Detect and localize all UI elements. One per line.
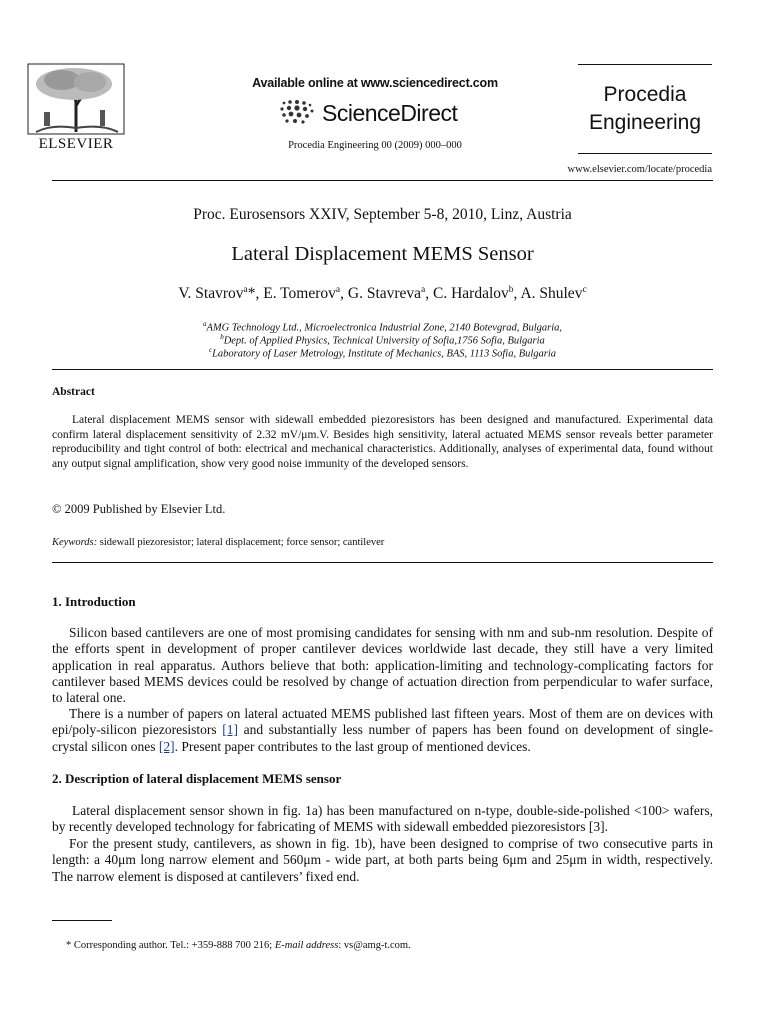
author-name: V. Stavrov <box>178 285 244 303</box>
description-paragraph-2: For the present study, cantilevers, as shown in fig. 1b), have been designed to comprise of two consecutive parts in length: a 40μm long narrow element and 560μm - wide part, at both parts being 6μm and 25μm in width, respectively. The narrow element is disposed at cantilevers’ fixed end. <box>52 836 713 884</box>
journal-name-box <box>578 64 712 154</box>
keywords-label: Keywords: <box>52 537 98 548</box>
author-name: E. Tomerov <box>263 285 336 303</box>
author-affil-mark: a <box>243 285 248 295</box>
author-separator: , <box>513 285 521 303</box>
header-divider <box>52 180 713 181</box>
intro-paragraph-2: There is a number of papers on lateral actuated MEMS published last fifteen years. Most of them are on devices with epi/poly-silicon piezoresistors [1] and substantially less number of papers has been found on development of single-crystal silicon ones [2]. Present paper contributes to the last group of mentioned devices. <box>52 706 713 754</box>
author-name: C. Hardalov <box>433 285 509 303</box>
author-separator: , <box>340 285 348 303</box>
available-online-text: Available online at www.sciencedirect.com <box>252 76 498 90</box>
intro-paragraph-1: Silicon based cantilevers are one of most promising candidates for sensing with nm and sub-nm resolution. Despite of the efforts spent in development of proper cantilever devices worldwide last decade, they still have a very limited application in real apparatus. Authors believe that both: application-limiting and technology-complicating factors for cantilever based MEMS devices could be resolved by change of actuation direction from perpendicular to wafer surface, to lateral one. <box>52 625 713 706</box>
copyright-line: © 2009 Published by Elsevier Ltd. <box>52 502 226 516</box>
journal-citation: Procedia Engineering 00 (2009) 000–000 <box>288 140 462 151</box>
abstract-bottom-divider <box>52 562 713 563</box>
abstract-top-divider <box>52 369 713 370</box>
affiliation-a: $^a$AMG Technology Ltd., Microelectronica Industrial Zone, 2140 Botevgrad, Bulgaria, <box>202 320 562 334</box>
description-paragraph-1: Lateral displacement sensor shown in fig. 1a) has been manufactured on n-type, double-side-polished <100> wafers, by recently developed technology for fabricating of MEMS with sidewall embedded piezoresistors [3]. <box>52 803 713 835</box>
reference-link-2[interactable]: [2] <box>158 738 175 754</box>
author-separator: , <box>425 285 434 303</box>
author-list <box>52 285 713 303</box>
corresponding-author-footnote: * Corresponding author. Tel.: +359-888 700 216; E-mail address: vs@amg-t.com. <box>66 940 411 951</box>
abstract-heading: Abstract <box>52 386 95 398</box>
paper-title: Lateral Displacement MEMS Sensor <box>231 243 534 265</box>
reference-link-1[interactable]: [1] <box>222 722 238 738</box>
author-name: G. Stavreva <box>347 285 422 303</box>
author-affil-mark: b <box>508 285 514 295</box>
author-affil-mark: c <box>582 285 587 295</box>
conference-line: Proc. Eurosensors XXIV, September 5-8, 2010, Linz, Austria <box>193 206 572 223</box>
journal-name-line1: Procedia <box>603 83 687 106</box>
section-heading-introduction: 1. Introduction <box>52 594 136 609</box>
author-name: A. Shulev <box>520 285 583 303</box>
sciencedirect-wordmark: ScienceDirect <box>322 99 458 126</box>
elsevier-logo <box>22 62 130 154</box>
keywords-values: sidewall piezoresistor; lateral displacement; force sensor; cantilever <box>97 537 385 548</box>
footnote-rule <box>52 920 112 921</box>
sciencedirect-dots-icon <box>278 98 318 128</box>
affiliation-c: $^c$Laboratory of Laser Metrology, Institute of Mechanics, BAS, 1113 Sofia, Bulgaria <box>208 346 557 360</box>
affiliation-b: $^b$Dept. of Applied Physics, Technical University of Sofia,1756 Sofia, Bulgaria <box>220 333 545 347</box>
section-heading-description: 2. Description of lateral displacement MEMS sensor <box>52 771 342 786</box>
author-affil-mark: a <box>335 285 341 295</box>
author-affil-mark: a <box>421 285 426 295</box>
sciencedirect-logo <box>278 98 457 132</box>
journal-name-line2: Engineering <box>588 111 702 134</box>
author-separator: *, <box>247 285 264 303</box>
elsevier-tree-icon <box>22 62 130 136</box>
abstract-body: Lateral displacement MEMS sensor with sidewall embedded piezoresistors has been designed and manufactured. Experimental data confirm lateral displacement sensitivity of 2.32 mV/μm.V. Besides high sensitivity, lateral actuated MEMS sensor reveals better parameter reproducibility and tight control of both: electrical and mechanical characteristics. Additionally, analyses of experimental data, found without any output signal amplification, show very good noise immunity of the developed sensors. <box>52 414 713 470</box>
keywords-line <box>52 537 384 548</box>
journal-url-link[interactable]: www.elsevier.com/locate/procedia <box>567 164 712 175</box>
elsevier-wordmark: ELSEVIER <box>38 136 114 152</box>
